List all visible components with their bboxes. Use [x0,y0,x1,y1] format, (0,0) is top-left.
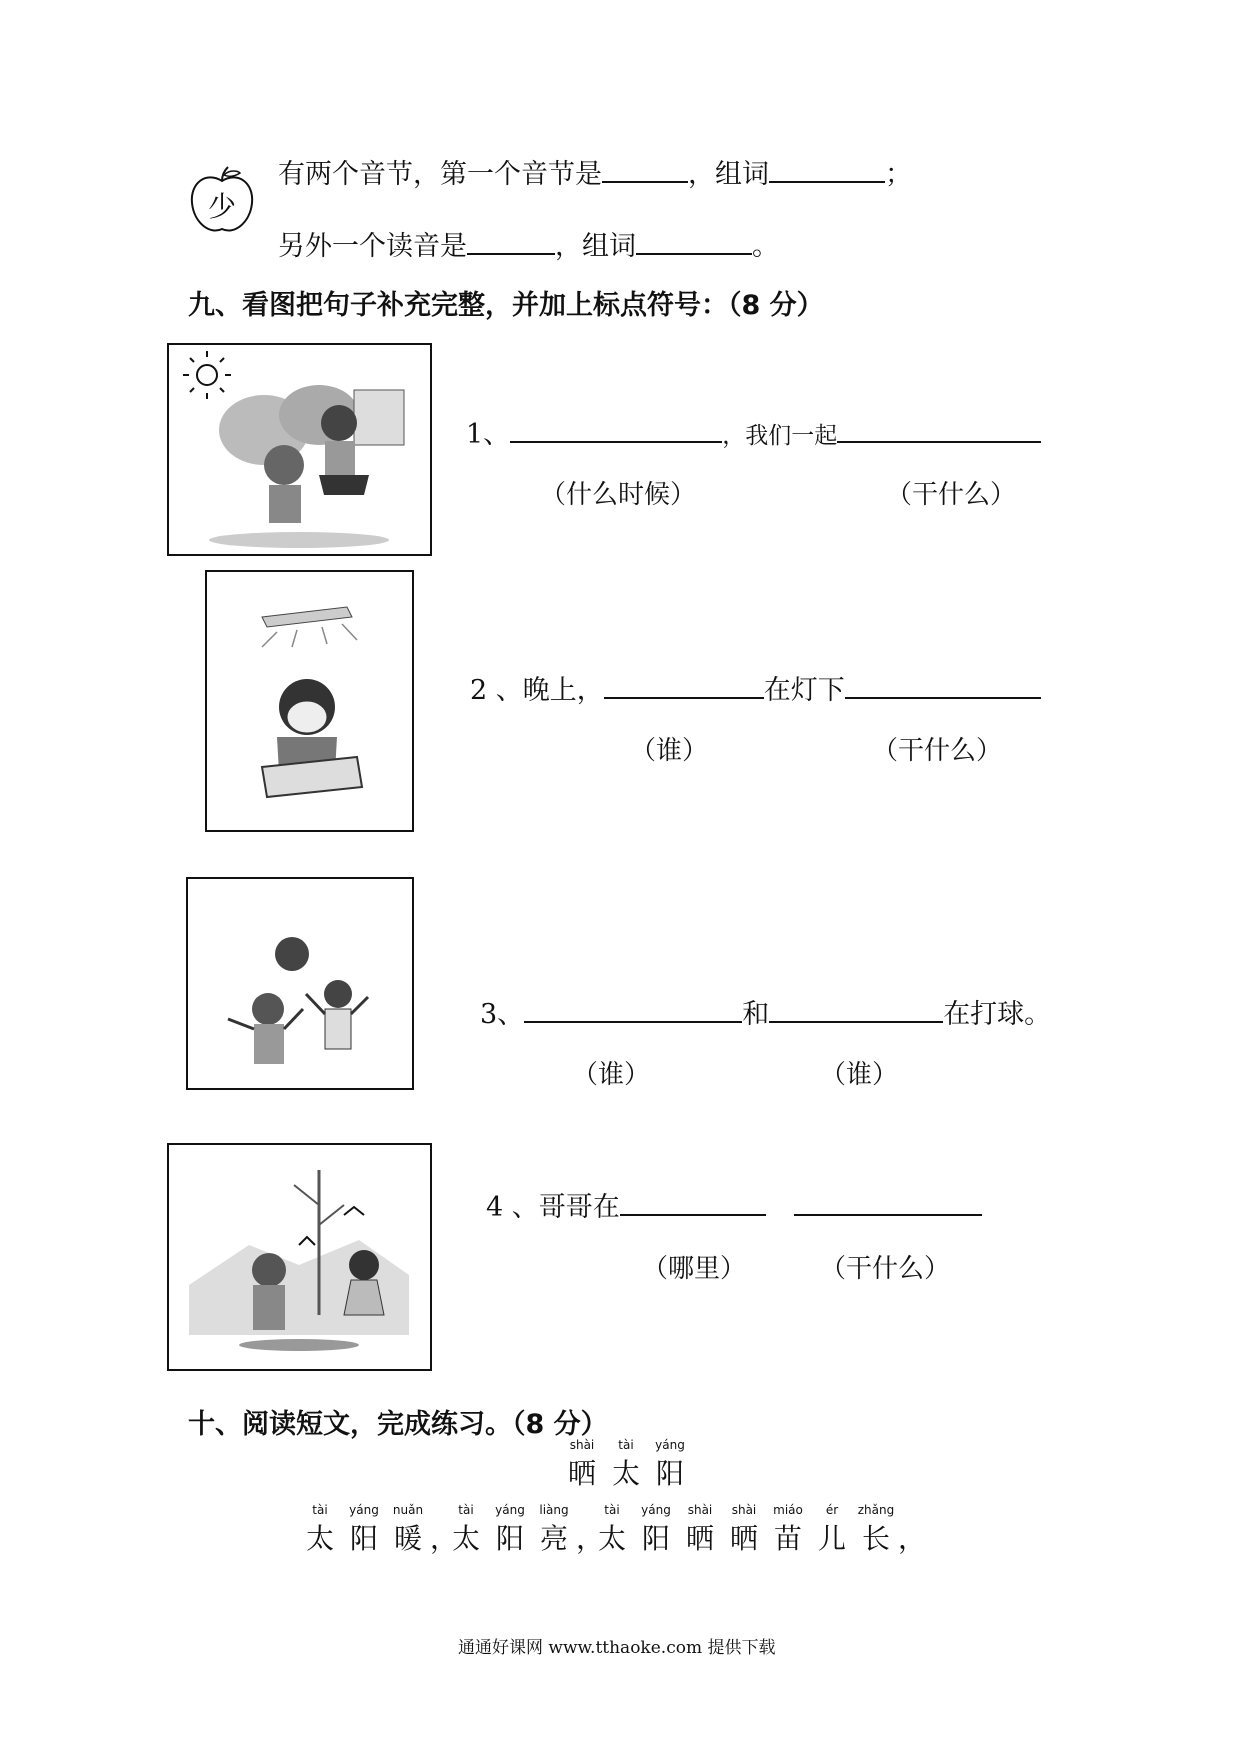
item-2-hint-doing: （干什么） [872,736,1003,766]
answer-blank-syllable[interactable] [602,180,688,183]
answer-blank-doing[interactable] [794,1213,982,1216]
item-2-hint-who: （谁） [630,736,709,766]
picture-1-children-walking [167,343,432,556]
sun-icon [183,351,231,399]
title-char: tài 太 [611,1438,640,1490]
page-footer: 通通好课网 www.tthaoke.com 提供下载 [458,1638,776,1658]
title-char: shài 晒 [567,1438,596,1490]
answer-blank-word[interactable] [769,180,885,183]
item-4-hint-doing: （干什么） [820,1254,951,1284]
picture-2-child-reading [205,570,414,832]
answer-blank-doing[interactable] [837,440,1041,443]
poem-char: yáng 阳 [349,1503,379,1555]
answer-blank-who-2[interactable] [769,1020,943,1023]
poem-char: liàng 亮 [539,1503,569,1555]
title-char: yáng 阳 [655,1438,685,1490]
polyphone-line-1: 有两个音节，第一个音节是 ，组词 ； [278,159,912,190]
poem-char: yáng 阳 [495,1503,525,1555]
item-3-hint-who-1: （谁） [572,1060,651,1090]
poem-punct: ， [430,1522,459,1555]
item-2-sentence: 2 、晚上， 在灯下 [470,668,1041,707]
poem-char: nuǎn 暖 [392,1503,424,1555]
poem-punct: ， [898,1522,927,1555]
poem-char: shài 晒 [685,1503,714,1555]
item-1-hint-when: （什么时候） [540,480,697,510]
poem-title [560,1438,692,1492]
poem-char: yáng 阳 [641,1503,671,1555]
picture-4-planting-tree [167,1143,432,1371]
item-4-hint-where: （哪里） [642,1254,747,1284]
answer-blank-who-1[interactable] [524,1020,742,1023]
picture-3-children-ball [186,877,414,1090]
item-4-sentence: 4 、哥哥在 [486,1185,982,1224]
answer-blank-when[interactable] [510,440,722,443]
polyphone-line-2: 另外一个读音是 ，组词 。 [278,231,779,262]
poem-char: tài 太 [451,1503,480,1555]
section-9-heading: 九、看图把句子补充完整，并加上标点符号：（8 分） [188,290,824,321]
poem-punct: ， [576,1522,605,1555]
item-3-hint-who-2: （谁） [820,1060,899,1090]
poem-char: ér 儿 [817,1503,846,1555]
poem-char: tài 太 [597,1503,626,1555]
poem-char: shài 晒 [729,1503,758,1555]
item-3-sentence: 3、 和 在打球。 [480,999,1052,1030]
poem-line-1 [298,1503,927,1557]
answer-blank-reading[interactable] [467,252,555,255]
poem-char: zhǎng 长 [857,1503,895,1555]
answer-blank-where[interactable] [620,1213,766,1216]
item-1-sentence: 1、 ，我们一起 [466,412,1041,451]
answer-blank-who[interactable] [604,696,764,699]
poem-char: miáo 苗 [773,1503,803,1555]
answer-blank-doing[interactable] [845,696,1041,699]
apple-character-icon [186,165,258,237]
poem-char: tài 太 [305,1503,334,1555]
answer-blank-word[interactable] [636,252,752,255]
polyphone-character: 少 [207,190,236,223]
item-1-hint-doing: （干什么） [886,480,1017,510]
section-10-heading: 十、阅读短文，完成练习。（8 分） [188,1409,608,1440]
